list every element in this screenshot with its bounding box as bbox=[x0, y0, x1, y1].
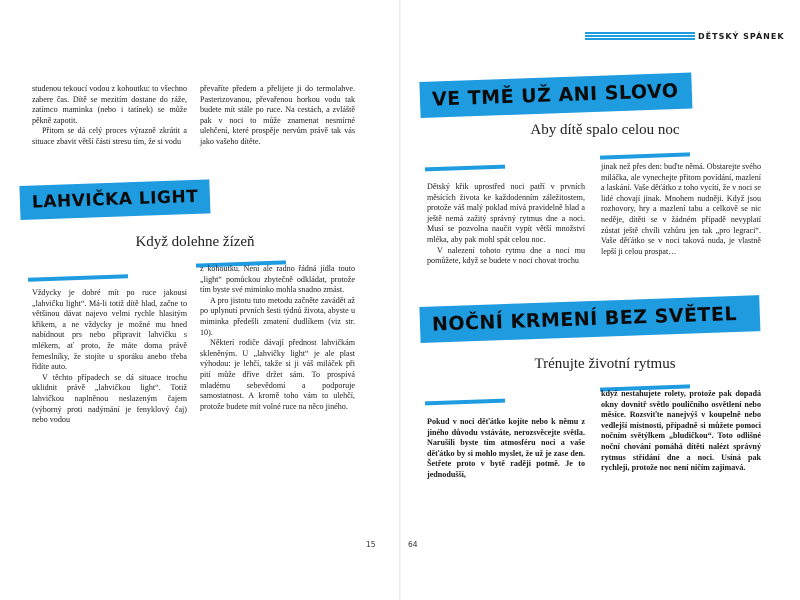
left-column-1 bbox=[32, 288, 187, 426]
paragraph: převaříte předem a přelijete ji do termolahve. Pasterizovanou, převařenou horkou vodu tak budete mít stále po ruce. Na cestách, a zvláště pak v noci to může znamenat nesmírné ulehčení, které prospěje nervům právě tak vás jako vašeho dítěte. bbox=[200, 84, 355, 146]
paragraph: V těchto případech se dá situace trochu uklidnit právě „lahvičkou light“. Totiž lahvičkou naplněnou neslazeným čajem (výborný proti nadýmání je fenyklový čaj) nebo vodou bbox=[32, 372, 187, 425]
page-number: 64 bbox=[408, 540, 418, 549]
paragraph: Vždycky je dobré mít po ruce jakousi „lahvičku light“. Má-li totiž dítě hlad, začne to většinou dávat najevo velmi rychle hlasitým křikem, a ne vždycky je možné mu hned nabídnout prs nebo připravit lahvičku s mlékem, ať proto, že máte doma právě řemeslníky, že stojíte u sporáku anebo třeba řídíte auto. bbox=[32, 288, 187, 372]
left-top-column-1 bbox=[32, 84, 187, 148]
section-subtitle: Aby dítě spalo celou noc bbox=[530, 122, 680, 138]
section-subtitle: Když dolehne žízeň bbox=[135, 234, 255, 250]
paragraph: Pokud v noci děťátko kojíte nebo k němu z jiného důvodu vstáváte, nerozsvěcejte světla. Narušili byste tím atmosféru noci a vaše děťátko by si mohlo myslet, že už je zase den. Šetřete proto v bytě raději potmě. Je to jednodušší, bbox=[427, 417, 585, 479]
section-title: LAHVIČKA LIGHT bbox=[31, 186, 199, 213]
paragraph: Některí rodiče dávají přednost lahvičkám skleněným. U „lahvičky light“ je ale plast výhodou: je lehčí, takže si ji váš miláček při pití může dříve držet sám. To prospívá mladému sebevědomí a podporuje samostatnost. A kromě toho vám to ulehčí, protože budete mít volné ruce na něco jiného. bbox=[200, 338, 355, 411]
paragraph: když nestahujete rolety, protože pak dopadá okny dovnitř světlo pouličního osvětlení nebo měsíce. Rozsviťte nanejvýš v koupelně nebo vedlejší místnosti, případně si můžete pomoci nočním světýlkem „bludičkou“. Toto odlišné noční chování pomáhá dítěti nalézt správný rytmus střídání dne a noci. Usíná pak rychleji, protože noc není ničím zajímavá. bbox=[601, 389, 761, 473]
paragraph: Dětský křik uprostřed noci patří v prvních měsících života ke každodenním záležitostem, protože váš malý poklad mívá pravidelně hlad a ještě nemá zažitý správný rytmus dne a noci. Musí se pozvolna naučit vypít větší množství mléka, aby pak mohl spát celou noc. bbox=[427, 182, 585, 244]
right-column-2 bbox=[601, 162, 761, 257]
running-header-title: DĚTSKÝ SPÁNEK bbox=[698, 32, 785, 41]
paragraph: A pro jistotu tuto metodu začněte zavádět až po uplynutí prvních šesti týdnů života, abyste u miminka předešli zmatení dudlíkem (viz str. 10). bbox=[200, 295, 355, 337]
paragraph: jinak než přes den: buďte němá. Obstarejte svého miláčka, ale vynechejte přitom povídání, mazlení a laskání. Vaše děťátko z toho vycítí, že v noci se lidé chovají jinak. Mnohem nudněji. Když jsou rozhovory, hry a mazlení tabu a celkově se nic neděje, dítěti se v žádném případě nevyplatí zůstat ještě chvíli vzhůru jen tak „pro legraci“. Vaše děťátko se v noci taková nuda, je vlastně lepší ji celou prospat… bbox=[601, 162, 761, 256]
section-title: NOČNÍ KRMENÍ BEZ SVĚTEL bbox=[431, 302, 738, 336]
right-column-1 bbox=[427, 182, 585, 267]
paragraph: z kohoutku. Není ale radno řádná jídla touto „light“ pomůckou zbytečně odkládat, protože tím byste své miminko mohla snadno zmást. bbox=[200, 264, 355, 295]
paragraph: V nalezení tohoto rytmu dne a noci mu pomůžete, když se budete v noci chovat trochu bbox=[427, 245, 585, 266]
header-decoration-lines bbox=[585, 32, 695, 42]
right-column-3 bbox=[427, 417, 585, 481]
section-banner-lahvicka-light bbox=[19, 179, 210, 220]
left-top-column-2 bbox=[200, 84, 355, 148]
section-title: VE TMĚ UŽ ANI SLOVO bbox=[431, 79, 679, 111]
page-number: 15 bbox=[366, 540, 376, 549]
left-column-2 bbox=[200, 264, 355, 412]
paragraph: Přitom se dá celý proces výrazně zkrátit a situace zbavit větší části stresu tím, že si vodu bbox=[32, 126, 187, 146]
paragraph: studenou tekoucí vodou z kohoutku: to všechno zabere čas. Dítě se mezitím dostane do ráže, zatímco maminka (nebo i tatínek) se může pěkně zapotit. bbox=[32, 84, 187, 125]
accent-bar bbox=[28, 274, 128, 281]
section-subtitle: Trénujte životní rytmus bbox=[534, 356, 676, 372]
right-column-4 bbox=[601, 389, 761, 474]
